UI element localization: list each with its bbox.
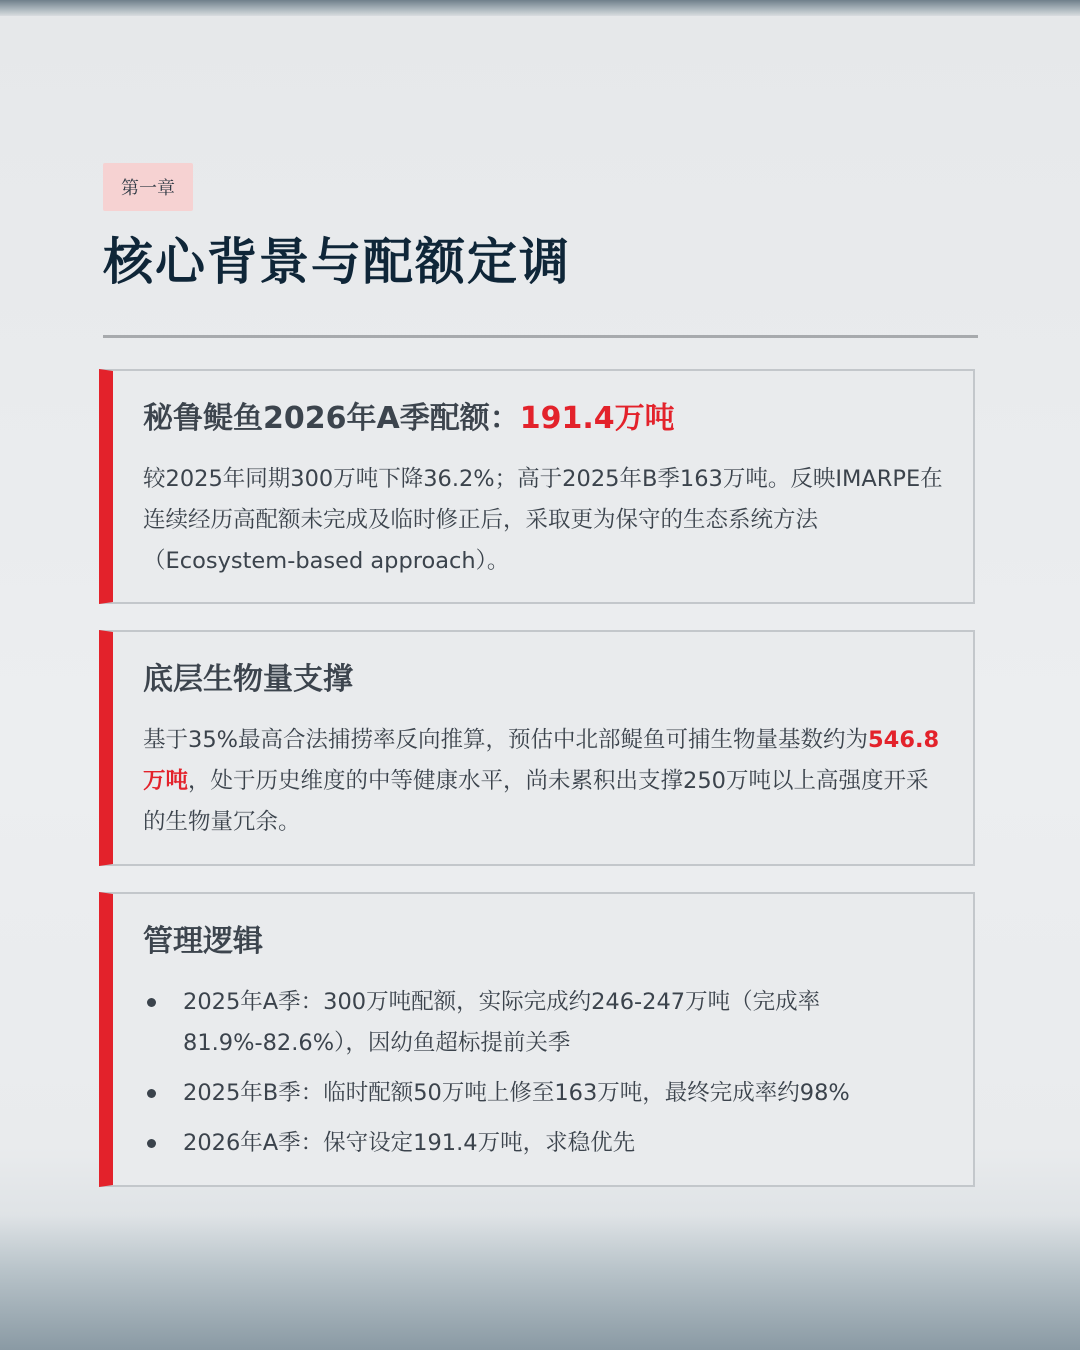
bullet-text: 2025年B季：临时配额50万吨上修至163万吨，最终完成率约98%	[183, 1080, 850, 1106]
card-quota-title	[143, 393, 675, 437]
management-bullet-list	[143, 982, 949, 1173]
title-divider	[103, 335, 978, 338]
card-biomass-body-before: 基于35%最高合法捕捞率反向推算，预估中北部鳀鱼可捕生物量基数约为	[143, 727, 869, 753]
card-biomass-body	[143, 720, 949, 843]
card-biomass-body-after: ，处于历史维度的中等健康水平，尚未累积出支撑250万吨以上高强度开采的生物量冗余。	[143, 768, 929, 835]
card-management-logic	[99, 892, 975, 1187]
list-item	[143, 1073, 949, 1114]
bullet-dot-icon	[147, 998, 156, 1007]
top-gradient-strip	[0, 0, 1080, 16]
chapter-tag: 第一章	[103, 163, 193, 211]
bullet-text: 2025年A季：300万吨配额，实际完成约246-247万吨（完成率81.9%-82.6%），因幼鱼超标提前关季	[183, 989, 821, 1056]
bullet-dot-icon	[147, 1089, 156, 1098]
list-item	[143, 1123, 949, 1164]
card-quota-title-prefix: 秘鲁鳀鱼2026年A季配额：	[143, 401, 520, 436]
bullet-text: 2026年A季：保守设定191.4万吨，求稳优先	[183, 1130, 636, 1156]
quota-highlight-value: 191.4万吨	[519, 401, 675, 436]
card-biomass-title: 底层生物量支撑	[143, 662, 353, 697]
page-title: 核心背景与配额定调	[103, 233, 571, 291]
card-quota	[99, 369, 975, 604]
bullet-dot-icon	[147, 1139, 156, 1148]
card-management-title: 管理逻辑	[143, 924, 263, 959]
card-biomass	[99, 630, 975, 866]
list-item	[143, 982, 949, 1064]
card-quota-body: 较2025年同期300万吨下降36.2%；高于2025年B季163万吨。反映IMARPE在连续经历高配额未完成及临时修正后，采取更为保守的生态系统方法（Ecosystem-based approach）。	[143, 466, 943, 574]
biomass-highlight-value: 546.8万吨	[143, 727, 940, 794]
